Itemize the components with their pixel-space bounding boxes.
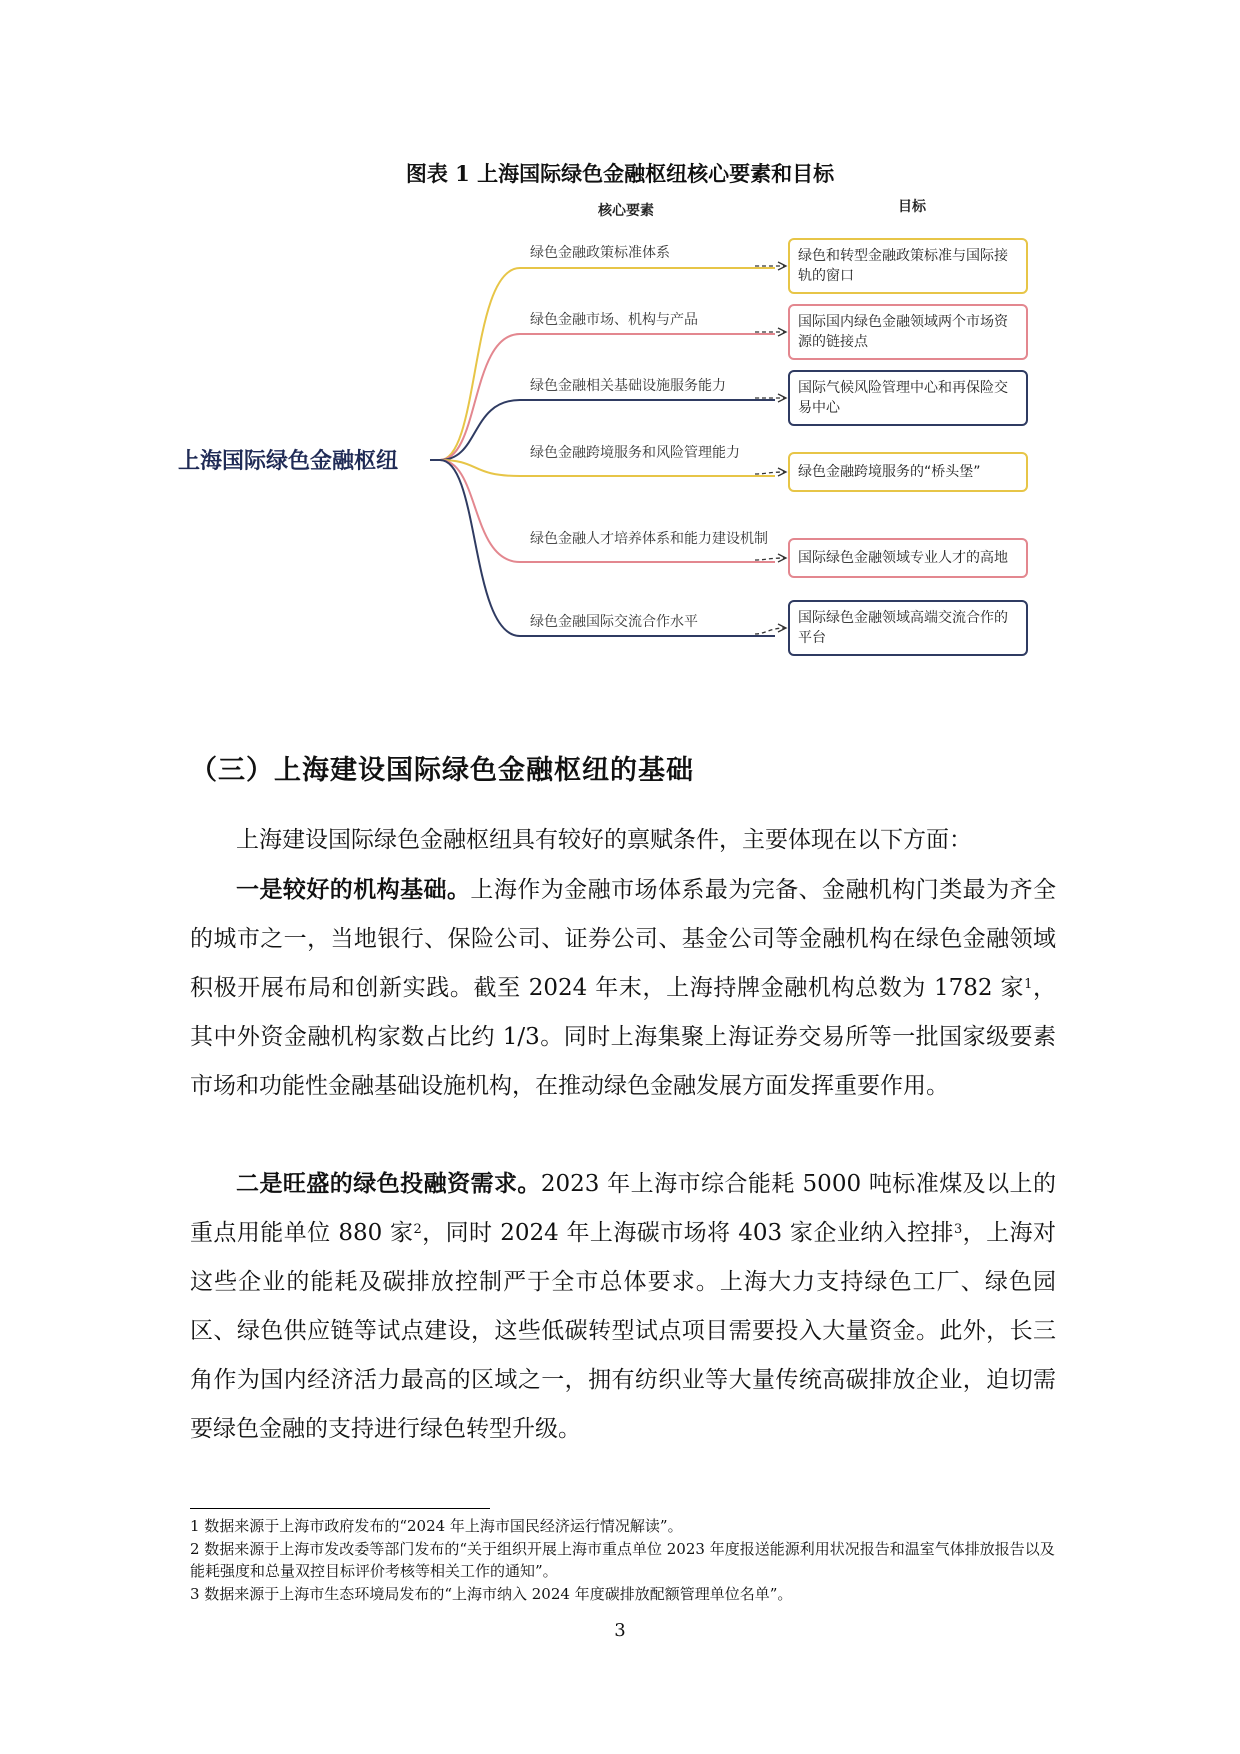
paragraph-demand-text-b: ，同时 2024 年上海碳市场将 403 家企业纳入控排 [421,1220,954,1246]
paragraph-demand [190,1159,1056,1454]
hub-center-label-text: 上海国际绿色金融枢纽 [178,449,399,474]
mind-map-diagram [0,0,1240,700]
intro-text: 上海建设国际绿色金融枢纽具有较好的禀赋条件，主要体现在以下方面： [236,827,972,853]
paragraph-demand-lead: 二是旺盛的绿色投融资需求。 [236,1170,541,1197]
core-element-2-text: 绿色金融市场、机构与产品 [530,312,698,328]
goal-box-3-text: 国际气候风险管理中心和再保险交易中心 [788,370,1028,426]
goal-box-5-text: 国际绿色金融领域专业人才的高地 [788,538,1028,578]
core-element-3 [530,377,770,421]
goal-box-5 [788,538,1038,578]
footnote-ref-2: 2 [413,1222,422,1237]
branch-line-1 [440,268,775,460]
intro-paragraph [190,816,1056,865]
header-core-elements [598,200,718,224]
core-element-3-text: 绿色金融相关基础设施服务能力 [530,378,726,394]
core-element-6-text: 绿色金融国际交流合作水平 [530,614,698,630]
goal-box-4-text: 绿色金融跨境服务的“桥头堡” [788,452,1028,492]
core-element-1-text: 绿色金融政策标准体系 [530,245,670,261]
hub-center-label [178,444,438,478]
section-heading: （三）上海建设国际绿色金融枢纽的基础 [190,755,694,786]
header-core-elements-text: 核心要素 [598,203,654,219]
core-element-4-text: 绿色金融跨境服务和风险管理能力 [530,445,740,461]
header-goals [898,196,978,220]
goal-box-1 [788,238,1038,294]
footnote-1: 1 数据来源于上海市政府发布的“2024 年上海市国民经济运行情况解读”。 [190,1517,683,1535]
footnote-ref-3: 3 [953,1222,963,1237]
core-element-1 [530,244,770,288]
footnote-ref-1: 1 [1024,977,1033,992]
header-goals-text: 目标 [898,199,926,215]
goal-box-3 [788,370,1038,426]
goal-box-4 [788,452,1038,492]
goal-box-2-text: 国际国内绿色金融领域两个市场资源的链接点 [788,304,1028,360]
core-element-2 [530,311,770,355]
footnote-rule [190,1508,490,1509]
goal-box-2 [788,304,1038,360]
core-element-5 [530,530,770,574]
footnote-3: 3 数据来源于上海市生态环境局发布的“上海市纳入 2024 年度碳排放配额管理单位名单”。 [190,1585,793,1603]
paragraph-institutions-text-b: ，其中外资金融机构家数占比约 1/3。同时上海集聚上海证券交易所等一批国家级要素市场和功能性金融基础设施机构，在推动绿色金融发展方面发挥重要作用。 [190,975,1057,1099]
page-number: 3 [614,1620,626,1641]
goal-box-6 [788,600,1038,656]
footnote-2: 2 数据来源于上海市发改委等部门发布的“关于组织开展上海市重点单位 2023 年度报送能源利用状况报告和温室气体排放报告以及能耗强度和总量双控目标评价考核等相关工作的通知”。 [190,1540,1055,1580]
paragraph-institutions [190,865,1056,1111]
figure-title: 图表 1 上海国际绿色金融枢纽核心要素和目标 [405,161,835,186]
paragraph-institutions-lead: 一是较好的机构基础。 [236,876,471,903]
goal-box-6-text: 国际绿色金融领域高端交流合作的平台 [788,600,1028,656]
goal-box-1-text: 绿色和转型金融政策标准与国际接轨的窗口 [788,238,1028,294]
paragraph-demand-text-c: ，上海对这些企业的能耗及碳排放控制严于全市总体要求。上海大力支持绿色工厂、绿色园区、绿色供应链等试点建设，这些低碳转型试点项目需要投入大量资金。此外，长三角作为国内经济活力最高的区域之一，拥有纺织业等大量传统高碳排放企业，迫切需要绿色金融的支持进行绿色转型升级。 [190,1220,1056,1442]
paragraph-institutions-text-a: 上海作为金融市场体系最为完备、金融机构门类最为齐全的城市之一，当地银行、保险公司、证券公司、基金公司等金融机构在绿色金融领域积极开展布局和创新实践。截至 2024 年末，上海持牌金融机构总数为 1782 家 [190,877,1057,1001]
core-element-6 [530,613,770,657]
paragraph-demand-text-a: 2023 年上海市综合能耗 5000 吨标准煤及以上的重点用能单位 880 家 [190,1171,1057,1246]
core-element-5-text: 绿色金融人才培养体系和能力建设机制 [530,531,768,547]
core-element-4 [530,444,770,488]
